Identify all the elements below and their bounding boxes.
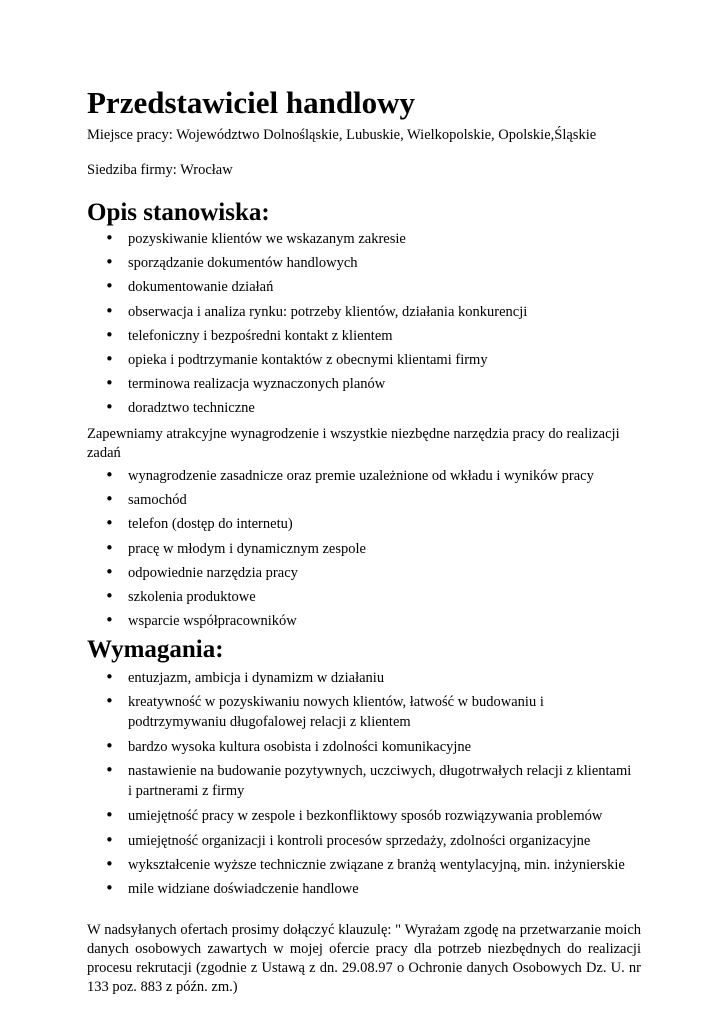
job-description-list xyxy=(87,229,647,423)
list-item: • umiejętność organizacji i kontroli procesów sprzedaży, zdolności organizacyjne xyxy=(87,831,647,851)
offer-list xyxy=(87,466,647,635)
list-item: • terminowa realizacja wyznaczonych planów xyxy=(87,374,647,394)
consent-clause-line: danych osobowych zawartych w mojej ofercie pracy dla potrzeb niezbędnych do realizacji xyxy=(87,941,641,957)
company-headquarters: Siedziba firmy: Wrocław xyxy=(87,162,233,178)
list-item: • entuzjazm, ambicja i dynamizm w działaniu xyxy=(87,668,647,688)
list-item: • dokumentowanie działań xyxy=(87,277,647,297)
list-item: • wynagrodzenie zasadnicze oraz premie uzależnione od wkładu i wyników pracy xyxy=(87,466,647,486)
list-item: • umiejętność pracy w zespole i bezkonfliktowy sposób rozwiązywania problemów xyxy=(87,806,647,826)
page-title: Przedstawiciel handlowy xyxy=(87,85,416,120)
list-item-line: i partnerami z firmy xyxy=(128,783,245,800)
list-item: • opieka i podtrzymanie kontaktów z obecnymi klientami firmy xyxy=(87,350,647,370)
list-item: • doradztwo techniczne xyxy=(87,398,647,418)
list-item: • wsparcie współpracowników xyxy=(87,611,647,631)
list-item: • mile widziane doświadczenie handlowe xyxy=(87,879,647,899)
consent-clause-line: 133 poz. 883 z późn. zm.) xyxy=(87,979,238,995)
requirements-heading: Wymagania: xyxy=(87,636,224,663)
job-description-heading: Opis stanowiska: xyxy=(87,199,270,226)
consent-clause-line: W nadsyłanych ofertach prosimy dołączyć klauzulę: " Wyrażam zgodę na przetwarzanie moich xyxy=(87,922,641,938)
list-item: • bardzo wysoka kultura osobista i zdolności komunikacyjne xyxy=(87,737,647,757)
consent-clause-line: procesu rekrutacji (zgodnie z Ustawą z dn. 29.08.97 o Ochronie danych Osobowych Dz. U. nr xyxy=(87,960,641,976)
list-item: • szkolenia produktowe xyxy=(87,587,647,607)
list-item-line: podtrzymywaniu długofalowej relacji z klientem xyxy=(128,714,411,731)
list-item-line: • nastawienie na budowanie pozytywnych, uczciwych, długotrwałych relacji z klientami xyxy=(128,763,632,780)
list-item xyxy=(87,761,647,801)
work-location: Miejsce pracy: Województwo Dolnośląskie, Lubuskie, Wielkopolskie, Opolskie,Śląskie xyxy=(87,127,597,143)
list-item: • sporządzanie dokumentów handlowych xyxy=(87,253,647,273)
list-item: • pracę w młodym i dynamicznym zespole xyxy=(87,539,647,559)
list-item: • telefoniczny i bezpośredni kontakt z klientem xyxy=(87,326,647,346)
consent-clause xyxy=(87,921,641,997)
offer-intro-line: zadań xyxy=(87,445,121,461)
list-item: • telefon (dostęp do internetu) xyxy=(87,514,647,534)
list-item: • wykształcenie wyższe technicznie związane z branżą wentylacyjną, min. inżynierskie xyxy=(87,855,647,875)
list-item: • obserwacja i analiza rynku: potrzeby klientów, działania konkurencji xyxy=(87,302,647,322)
offer-intro xyxy=(87,425,620,463)
offer-intro-line: Zapewniamy atrakcyjne wynagrodzenie i wszystkie niezbędne narzędzia pracy do realizacji xyxy=(87,426,620,442)
list-item-line: • kreatywność w pozyskiwaniu nowych klientów, łatwość w budowaniu i xyxy=(128,694,544,711)
list-item: • pozyskiwanie klientów we wskazanym zakresie xyxy=(87,229,647,249)
list-item: • odpowiednie narzędzia pracy xyxy=(87,563,647,583)
list-item: • samochód xyxy=(87,490,647,510)
requirements-list xyxy=(87,668,647,903)
list-item xyxy=(87,692,647,732)
